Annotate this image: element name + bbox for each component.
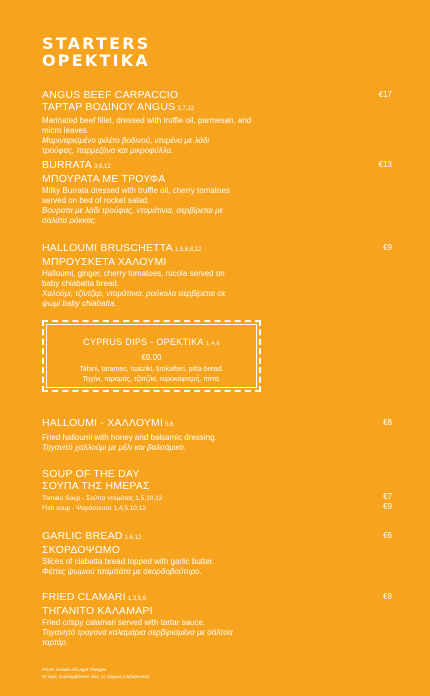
item-name-el: ΣΚΟΡΔΟΨΩΜΟ bbox=[42, 543, 121, 556]
menu-item-soup bbox=[42, 469, 392, 513]
item-price: €8 bbox=[383, 418, 392, 427]
item-description-en: Halloumi, ginger, cherry tomatoes, rucola served on baby chiabatta bread. bbox=[42, 269, 225, 288]
allergen-codes: 1,6,12 bbox=[124, 535, 142, 541]
item-description-el: Μαριναρισμένο φιλέτο βοδινού, ντυμένο με λάδι τρούφας, παρμεζάνα και μικροφύλλα. bbox=[42, 136, 210, 155]
item-price: €13 bbox=[378, 160, 392, 169]
title-el: ΟΡΕΚΤΙΚΑ bbox=[42, 51, 150, 70]
item-price: €6 bbox=[383, 531, 392, 540]
item-name-en: BURRATA 3,6,12 bbox=[42, 159, 111, 171]
item-name-el: ΤΑΡΤΑΡ ΒΟΔΙΝΟΥ ANGUS 3,7,12 bbox=[42, 100, 195, 113]
footer-note bbox=[42, 666, 150, 680]
allergen-codes: 1,5,6,8,12 bbox=[174, 247, 202, 253]
item-description-en: Fried halloumi with honey and balsamic dressing. bbox=[42, 432, 217, 442]
item-name-el: ΤΗΓΑΝΙΤΟ ΚΑΛΑΜΑΡΙ bbox=[42, 604, 153, 617]
item-description-el: Τηγανητό τραγανά καλαμάρια σερβιρισμένα με σάλτσα ταρτάρ. bbox=[42, 628, 233, 647]
item-name-el: ΜΠΡΟΥΣΚΕΤΑ ΧΑΛΟΥΜΙ bbox=[42, 255, 167, 268]
item-description-en: Milky Burrata dressed with truffle oil, cherry tomatoes served on bed of rocket salad. bbox=[42, 186, 230, 205]
menu-item-calamari bbox=[42, 592, 392, 648]
cyprus-dips-price: €9.00 bbox=[141, 353, 162, 362]
allergen-codes: 3,7,12 bbox=[177, 105, 195, 112]
allergen-codes: 1,3,5,9 bbox=[127, 596, 147, 602]
cyprus-dips-box bbox=[42, 320, 261, 392]
menu-item-halloumi bbox=[42, 418, 392, 453]
item-name-en: HALLOUMI BRUSCHETTA 1,5,6,8,12 bbox=[42, 242, 202, 254]
allergen-codes: 3,6,12 bbox=[94, 164, 111, 170]
item-name-en: FRIED CLAMARI 1,3,5,9 bbox=[42, 591, 147, 603]
item-description-el: Φέττες ψωμιού τσαμπάτα με σκορδοβούτυρο. bbox=[42, 567, 202, 576]
item-name-el: ΜΠΟΥΡΑΤΑ ΜΕ ΤΡΟΥΦΑ bbox=[42, 172, 166, 185]
cyprus-dips-name: CYPRUS DIPS - ΟΡΕΚΤΙΚΑ 1,4,6 bbox=[83, 337, 220, 347]
item-name: HALLOUMI - ΧΑΛΛΟΥΜΙ 5,6 bbox=[42, 417, 174, 429]
allergen-codes: 1,5,10,12 bbox=[135, 495, 163, 502]
item-name-en: ANGUS BEEF CARPACCIO bbox=[42, 89, 179, 101]
item-description-en: Marinated beef fillet, dressed with truffle oil, parmesan, and micro leaves. bbox=[42, 116, 252, 135]
title-en: STARTERS bbox=[42, 34, 151, 53]
soup-option-tomato: Tomato Soup - Σούπα ντομάτας 1,5,10,12 €7 bbox=[42, 492, 392, 502]
item-name-el: ΣΟΥΠΑ ΤΗΣ ΗΜΕΡΑΣ bbox=[42, 479, 150, 492]
cyprus-dips-description-el: Ταχίνι, ταραμάς, τζατζίκι, τυροκαφτερή, πίττα. bbox=[82, 375, 221, 383]
item-name-en: GARLIC BREAD 1,6,12 bbox=[42, 530, 142, 542]
menu-item-halloumi-bruschetta bbox=[42, 243, 392, 309]
item-price: €17 bbox=[378, 90, 392, 99]
item-price: €9 bbox=[383, 501, 392, 511]
item-price: €7 bbox=[383, 492, 392, 501]
allergen-codes: 1,4,5,10,12 bbox=[113, 504, 146, 512]
cyprus-dips-description-en: Tahini, taramas, tsatziki, tirokafteri, pitta bread. bbox=[79, 366, 224, 373]
item-description-en: Slices of ciabatta bread topped with garlic butter. bbox=[42, 557, 215, 566]
menu-item-garlic-bread bbox=[42, 531, 392, 577]
item-price: €9 bbox=[383, 592, 392, 601]
item-description-el: Βουρατα με λάδι τρούφας, ντομάτινια, σερβίρεται με σαλάτα ρόκκας. bbox=[42, 206, 224, 225]
allergen-codes: 1,4,6 bbox=[206, 341, 220, 347]
allergen-codes: 5,6 bbox=[165, 422, 174, 428]
menu-item-burrata bbox=[42, 160, 392, 226]
footer-line-el: Οι τιμές περιλαμβάνουν όλες τις νόμιμες επιβαρύνσεις bbox=[42, 674, 150, 679]
item-description-el: Χαλούμι, τζίντζερ, ντομάτινια, ρούκολα σερβίρεται σε ψωμί baby chiabatta. bbox=[42, 289, 226, 308]
menu-item-carpaccio bbox=[42, 90, 392, 156]
soup-option-fish: Fish soup - Ψαρόσουπα 1,4,5,10,12 €9 bbox=[42, 501, 392, 512]
footer-line-en: Prices include all Legal Charges bbox=[42, 667, 107, 672]
item-description-el: Τηγανιτό χαλλούμι με μέλι και βαλσάμικο. bbox=[42, 442, 187, 452]
page-title bbox=[42, 35, 150, 69]
item-description-en: Fried crispy calamari served with tartar sauce. bbox=[42, 618, 206, 627]
item-price: €9 bbox=[383, 243, 392, 252]
item-name-en: SOUP OF THE DAY bbox=[42, 468, 140, 480]
